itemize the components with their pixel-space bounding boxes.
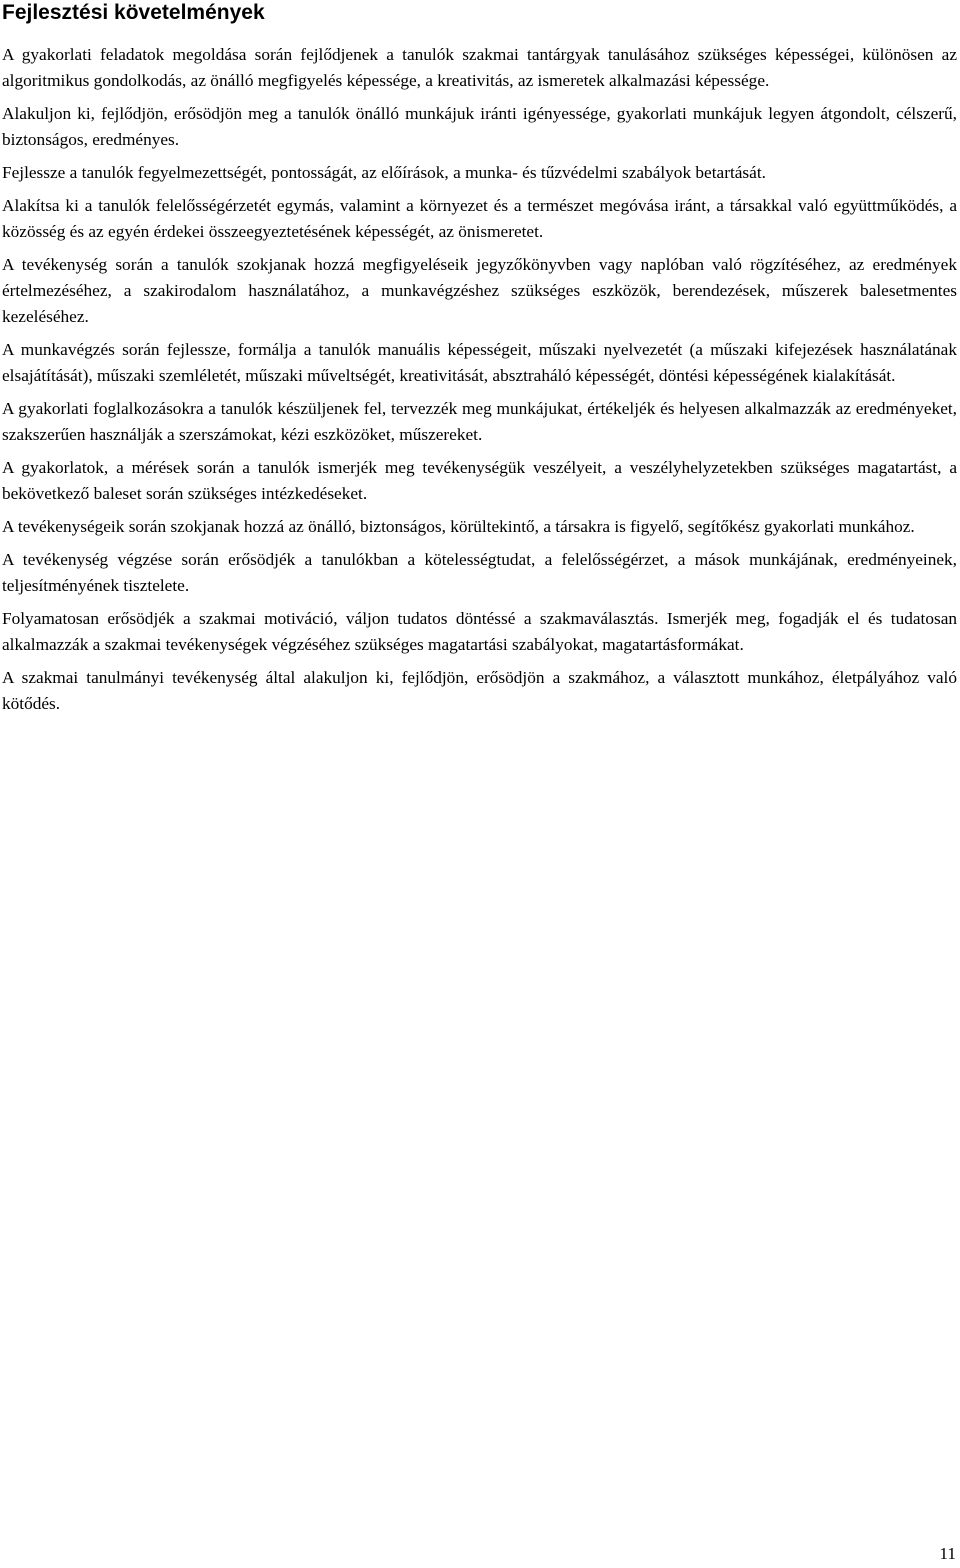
paragraph: A tevékenységeik során szokjanak hozzá az önálló, biztonságos, körültekintő, a társakra is figyelő, segítőkész gyakorlati munkához. — [2, 517, 915, 536]
document-page — [2, 0, 957, 724]
body-text — [2, 42, 957, 717]
paragraph: A szakmai tanulmányi tevékenység által alakuljon ki, fejlődjön, erősödjön a szakmához, a választott munkához, életpályához való kötődés. — [2, 668, 957, 713]
paragraph: A tevékenység végzése során erősödjék a tanulókban a kötelességtudat, a felelősségérzet, a mások munkájának, eredményeinek, teljesítményének tisztelete. — [2, 550, 957, 595]
paragraph: A tevékenység során a tanulók szokjanak hozzá megfigyeléseik jegyzőkönyvben vagy naplóban való rögzítéséhez, az eredmények értelmezéséhez, a szakirodalom használatához, a munkavégzéshez szükséges eszközök, berendezések, műszerek balesetmentes kezeléséhez. — [2, 255, 957, 326]
section-heading: Fejlesztési követelmények — [2, 1, 265, 24]
paragraph: Folyamatosan erősödjék a szakmai motiváció, váljon tudatos döntéssé a szakmaválasztás. Ismerjék meg, fogadják el és tudatosan alkalmazzák a szakmai tevékenységek végzéséhez szükséges magatartási szabályokat, magatartásformákat. — [2, 609, 957, 654]
paragraph: A gyakorlati foglalkozásokra a tanulók készüljenek fel, tervezzék meg munkájukat, értékeljék és helyesen alkalmazzák az eredményeket, szakszerűen használják a szerszámokat, kézi eszközöket, műszereket. — [2, 399, 957, 444]
paragraph: A munkavégzés során fejlessze, formálja a tanulók manuális képességeit, műszaki nyelvezetét (a műszaki kifejezések használatának elsajátítását), műszaki szemléletét, műszaki műveltségét, kreativitását, absztraháló képességét, döntési képességének kialakítását. — [2, 340, 957, 385]
page-number: 11 — [939, 1544, 956, 1563]
paragraph: A gyakorlatok, a mérések során a tanulók ismerjék meg tevékenységük veszélyeit, a veszélyhelyzetekben szükséges magatartást, a bekövetkező baleset során szükséges intézkedéseket. — [2, 458, 957, 503]
paragraph: Fejlessze a tanulók fegyelmezettségét, pontosságát, az előírások, a munka- és tűzvédelmi szabályok betartását. — [2, 163, 766, 182]
paragraph: A gyakorlati feladatok megoldása során fejlődjenek a tanulók szakmai tantárgyak tanulásához szükséges képességei, különösen az algoritmikus gondolkodás, az önálló megfigyelés képessége, a kreativitás, az ismeretek alkalmazási képessége. — [2, 45, 957, 90]
paragraph: Alakuljon ki, fejlődjön, erősödjön meg a tanulók önálló munkájuk iránti igényessége, gyakorlati munkájuk legyen átgondolt, célszerű, biztonságos, eredményes. — [2, 104, 957, 149]
paragraph: Alakítsa ki a tanulók felelősségérzetét egymás, valamint a környezet és a természet megóvása iránt, a társakkal való együttműködés, a közösség és az egyén érdekei összeegyeztetésének képességét, az önismeretet. — [2, 196, 957, 241]
